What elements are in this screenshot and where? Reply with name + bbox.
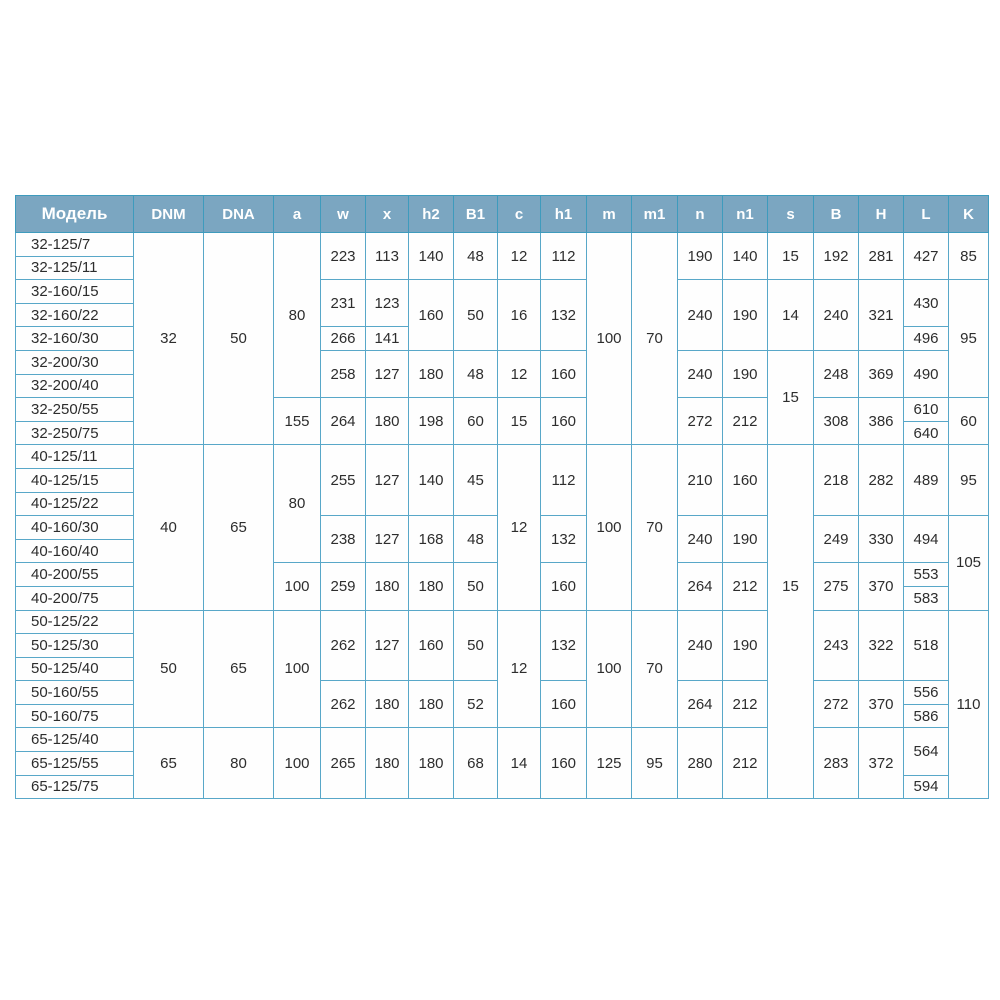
cell-b: 308: [814, 398, 859, 445]
cell-dnm: 32: [134, 233, 204, 445]
column-header-m: m: [587, 196, 632, 233]
cell-n1: 160: [723, 445, 768, 516]
cell-h2: 180: [409, 563, 454, 610]
cell-c: 14: [498, 728, 541, 799]
cell-m1: 95: [632, 728, 678, 799]
column-header-b1: B1: [454, 196, 498, 233]
cell-a: 155: [274, 398, 321, 445]
column-header-c: c: [498, 196, 541, 233]
model-cell: 32-160/15: [16, 280, 134, 304]
cell-w: 262: [321, 681, 366, 728]
table-row: [16, 610, 989, 634]
cell-w: 255: [321, 445, 366, 516]
cell-h2: 180: [409, 350, 454, 397]
model-cell: 50-125/30: [16, 634, 134, 658]
cell-h2: 140: [409, 445, 454, 516]
cell-dnm: 50: [134, 610, 204, 728]
cell-h1: 160: [541, 681, 587, 728]
column-header-a: a: [274, 196, 321, 233]
cell-c: 16: [498, 280, 541, 351]
cell-l: 496: [904, 327, 949, 351]
cell-h: 330: [859, 516, 904, 563]
model-cell: 40-200/55: [16, 563, 134, 587]
cell-h: 321: [859, 280, 904, 351]
model-cell: 32-125/11: [16, 256, 134, 280]
cell-h2: 168: [409, 516, 454, 563]
model-cell: 40-160/30: [16, 516, 134, 540]
cell-k: 85: [949, 233, 989, 280]
column-header-h: H: [859, 196, 904, 233]
model-cell: 32-250/75: [16, 421, 134, 445]
cell-l: 490: [904, 350, 949, 397]
model-cell: 50-160/55: [16, 681, 134, 705]
column-header-x: x: [366, 196, 409, 233]
cell-n: 190: [678, 233, 723, 280]
cell-c: 15: [498, 398, 541, 445]
cell-w: 265: [321, 728, 366, 799]
spec-table-container: [15, 195, 989, 799]
cell-l: 494: [904, 516, 949, 563]
cell-l: 518: [904, 610, 949, 681]
cell-h: 370: [859, 681, 904, 728]
cell-b1: 50: [454, 280, 498, 351]
table-header: [16, 196, 989, 233]
column-header-k: K: [949, 196, 989, 233]
cell-n1: 212: [723, 563, 768, 610]
cell-b1: 48: [454, 233, 498, 280]
cell-b1: 45: [454, 445, 498, 516]
cell-b: 283: [814, 728, 859, 799]
model-cell: 50-160/75: [16, 704, 134, 728]
cell-a: 100: [274, 728, 321, 799]
column-header-n: n: [678, 196, 723, 233]
model-cell: 40-200/75: [16, 586, 134, 610]
cell-n1: 140: [723, 233, 768, 280]
cell-h: 370: [859, 563, 904, 610]
cell-h2: 140: [409, 233, 454, 280]
cell-w: 223: [321, 233, 366, 280]
cell-m1: 70: [632, 233, 678, 445]
cell-dna: 65: [204, 445, 274, 610]
cell-w: 259: [321, 563, 366, 610]
cell-m: 100: [587, 445, 632, 610]
cell-l: 564: [904, 728, 949, 775]
cell-w: 238: [321, 516, 366, 563]
cell-x: 180: [366, 728, 409, 799]
model-cell: 40-125/11: [16, 445, 134, 469]
cell-k: 60: [949, 398, 989, 445]
cell-n: 240: [678, 350, 723, 397]
cell-b1: 50: [454, 610, 498, 681]
cell-b: 243: [814, 610, 859, 681]
cell-b1: 52: [454, 681, 498, 728]
cell-h1: 132: [541, 516, 587, 563]
cell-n1: 190: [723, 516, 768, 563]
model-cell: 40-125/22: [16, 492, 134, 516]
column-header-n1: n1: [723, 196, 768, 233]
cell-h1: 160: [541, 350, 587, 397]
cell-a: 80: [274, 233, 321, 398]
cell-x: 113: [366, 233, 409, 280]
cell-b1: 50: [454, 563, 498, 610]
pump-dimensions-table: [15, 195, 989, 799]
column-header-b: B: [814, 196, 859, 233]
cell-b1: 68: [454, 728, 498, 799]
model-cell: 32-200/30: [16, 350, 134, 374]
cell-x: 127: [366, 350, 409, 397]
cell-a: 100: [274, 610, 321, 728]
cell-x: 180: [366, 681, 409, 728]
model-cell: 32-250/55: [16, 398, 134, 422]
model-cell: 32-160/30: [16, 327, 134, 351]
cell-c: 12: [498, 610, 541, 728]
model-cell: 50-125/40: [16, 657, 134, 681]
cell-n1: 190: [723, 350, 768, 397]
cell-h: 322: [859, 610, 904, 681]
model-cell: 50-125/22: [16, 610, 134, 634]
cell-l: 489: [904, 445, 949, 516]
cell-h: 281: [859, 233, 904, 280]
cell-k: 95: [949, 445, 989, 516]
column-header-s: s: [768, 196, 814, 233]
cell-h1: 160: [541, 728, 587, 799]
cell-c: 12: [498, 233, 541, 280]
column-header-dna: DNA: [204, 196, 274, 233]
cell-n: 240: [678, 516, 723, 563]
cell-x: 127: [366, 610, 409, 681]
cell-m1: 70: [632, 445, 678, 610]
cell-h2: 180: [409, 681, 454, 728]
cell-b: 218: [814, 445, 859, 516]
cell-l: 556: [904, 681, 949, 705]
cell-n1: 190: [723, 280, 768, 351]
table-row: [16, 233, 989, 257]
cell-h: 386: [859, 398, 904, 445]
cell-b: 192: [814, 233, 859, 280]
cell-w: 266: [321, 327, 366, 351]
cell-n: 240: [678, 610, 723, 681]
model-cell: 40-125/15: [16, 468, 134, 492]
cell-x: 123: [366, 280, 409, 327]
cell-n: 264: [678, 563, 723, 610]
cell-l: 430: [904, 280, 949, 327]
column-header-dnm: DNM: [134, 196, 204, 233]
cell-w: 258: [321, 350, 366, 397]
cell-c: 12: [498, 350, 541, 397]
cell-m: 125: [587, 728, 632, 799]
model-cell: 32-160/22: [16, 303, 134, 327]
cell-dna: 80: [204, 728, 274, 799]
cell-s: 15: [768, 350, 814, 444]
cell-h2: 160: [409, 610, 454, 681]
cell-l: 640: [904, 421, 949, 445]
cell-m: 100: [587, 233, 632, 445]
column-header-h2: h2: [409, 196, 454, 233]
cell-dna: 65: [204, 610, 274, 728]
table-body: [16, 233, 989, 799]
cell-s: [768, 728, 814, 799]
cell-l: 586: [904, 704, 949, 728]
cell-s: 14: [768, 280, 814, 351]
table-row: [16, 728, 989, 752]
cell-x: 127: [366, 445, 409, 516]
cell-a: 80: [274, 445, 321, 563]
column-header-l: L: [904, 196, 949, 233]
cell-n1: 212: [723, 728, 768, 799]
cell-x: 141: [366, 327, 409, 351]
cell-b1: 60: [454, 398, 498, 445]
cell-dnm: 40: [134, 445, 204, 610]
cell-b1: 48: [454, 516, 498, 563]
cell-a: 100: [274, 563, 321, 610]
cell-k: 95: [949, 280, 989, 398]
cell-k: 105: [949, 516, 989, 610]
cell-w: 264: [321, 398, 366, 445]
cell-l: 583: [904, 586, 949, 610]
cell-m: 100: [587, 610, 632, 728]
cell-n: 280: [678, 728, 723, 799]
cell-l: 594: [904, 775, 949, 799]
cell-h1: 132: [541, 610, 587, 681]
model-cell: 32-200/40: [16, 374, 134, 398]
cell-l: 610: [904, 398, 949, 422]
cell-h1: 132: [541, 280, 587, 351]
cell-x: 180: [366, 398, 409, 445]
cell-dnm: 65: [134, 728, 204, 799]
cell-n1: 212: [723, 398, 768, 445]
cell-w: 262: [321, 610, 366, 681]
cell-n: 240: [678, 280, 723, 351]
model-cell: 32-125/7: [16, 233, 134, 257]
model-cell: 40-160/40: [16, 539, 134, 563]
cell-k: 110: [949, 610, 989, 799]
model-cell: 65-125/55: [16, 752, 134, 776]
cell-h1: 112: [541, 233, 587, 280]
column-header-w: w: [321, 196, 366, 233]
cell-h: 282: [859, 445, 904, 516]
cell-dna: 50: [204, 233, 274, 445]
cell-l: 427: [904, 233, 949, 280]
cell-c: 12: [498, 445, 541, 610]
cell-s: 15: [768, 445, 814, 728]
cell-x: 127: [366, 516, 409, 563]
column-header-модель: Модель: [16, 196, 134, 233]
cell-n1: 190: [723, 610, 768, 681]
model-cell: 65-125/75: [16, 775, 134, 799]
cell-x: 180: [366, 563, 409, 610]
column-header-m1: m1: [632, 196, 678, 233]
model-cell: 65-125/40: [16, 728, 134, 752]
cell-h: 372: [859, 728, 904, 799]
cell-h1: 160: [541, 398, 587, 445]
table-row: [16, 445, 989, 469]
cell-b: 249: [814, 516, 859, 563]
cell-n1: 212: [723, 681, 768, 728]
header-row: [16, 196, 989, 233]
cell-w: 231: [321, 280, 366, 327]
cell-b: 272: [814, 681, 859, 728]
cell-b: 240: [814, 280, 859, 351]
cell-h2: 198: [409, 398, 454, 445]
cell-n: 210: [678, 445, 723, 516]
cell-h1: 160: [541, 563, 587, 610]
cell-l: 553: [904, 563, 949, 587]
cell-h2: 160: [409, 280, 454, 351]
cell-m1: 70: [632, 610, 678, 728]
cell-n: 264: [678, 681, 723, 728]
cell-h2: 180: [409, 728, 454, 799]
cell-h: 369: [859, 350, 904, 397]
cell-s: 15: [768, 233, 814, 280]
column-header-h1: h1: [541, 196, 587, 233]
cell-n: 272: [678, 398, 723, 445]
cell-b: 248: [814, 350, 859, 397]
cell-h1: 112: [541, 445, 587, 516]
cell-b: 275: [814, 563, 859, 610]
cell-b1: 48: [454, 350, 498, 397]
